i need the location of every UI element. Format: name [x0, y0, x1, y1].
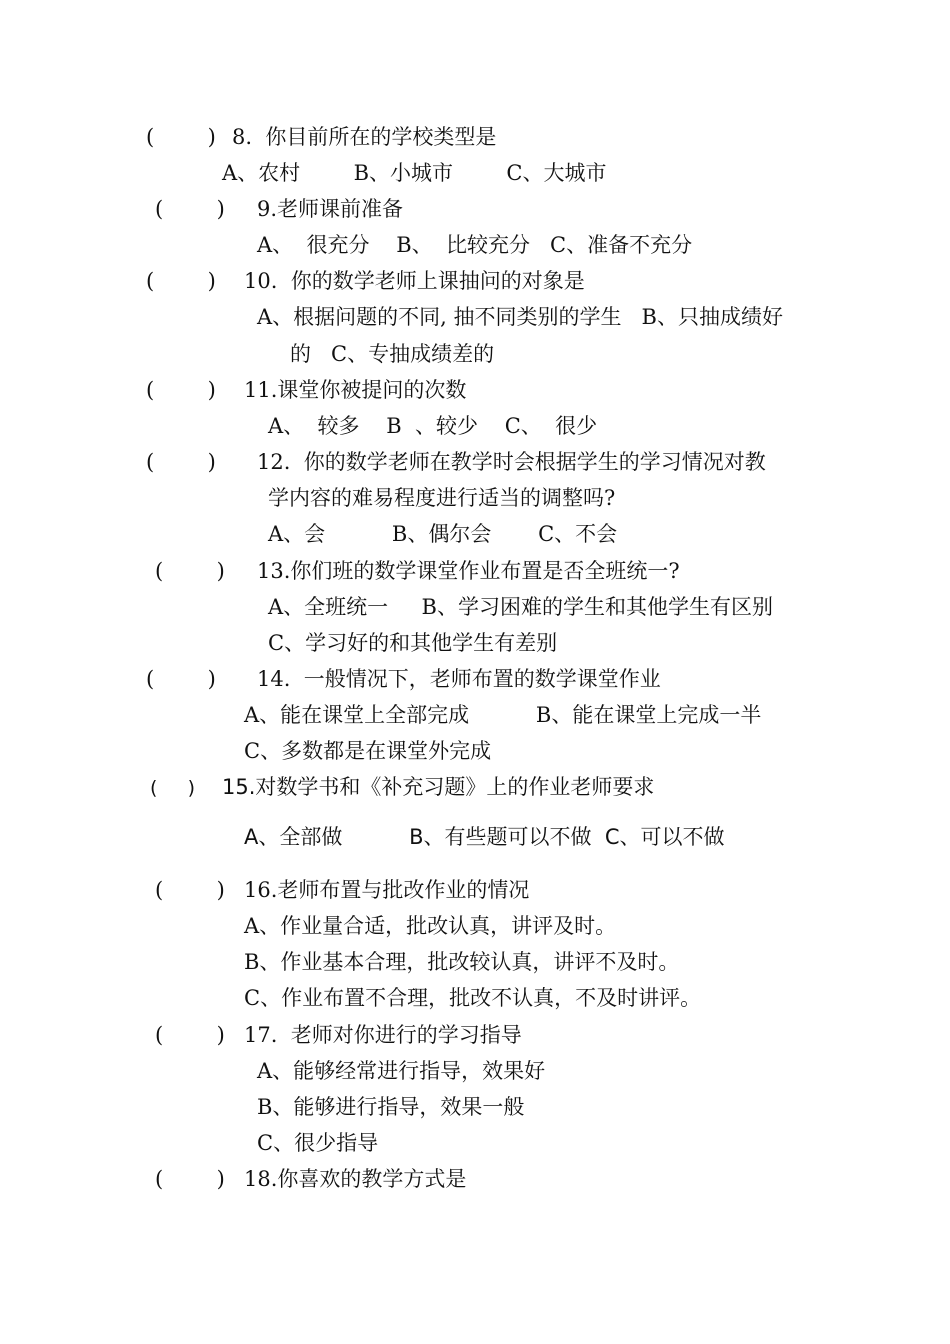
question-stem: 16.老师布置与批改作业的情况: [244, 878, 530, 902]
question-options: A、能在课堂上全部完成 B、能在课堂上完成一半: [244, 703, 762, 727]
question-options: 的 C、专抽成绩差的: [290, 342, 495, 366]
answer-blank[interactable]: ( ): [155, 878, 225, 902]
answer-blank[interactable]: ( ): [155, 1023, 225, 1047]
question-options: A、 很充分 B、 比较充分 C、准备不充分: [257, 233, 693, 257]
question-options: A、全部做 B、有些题可以不做 C、可以不做: [244, 825, 725, 849]
question-stem: 8. 你目前所在的学校类型是: [232, 125, 497, 149]
answer-blank[interactable]: ( ): [146, 378, 216, 402]
question-stem: 17. 老师对你进行的学习指导: [244, 1023, 522, 1047]
answer-blank[interactable]: ( ): [155, 559, 225, 583]
question-stem: 11.课堂你被提问的次数: [244, 378, 467, 402]
answer-blank[interactable]: ( ): [155, 1167, 225, 1191]
answer-blank[interactable]: ( ): [155, 197, 225, 221]
question-options: A、 较多 B 、较少 C、 很少: [268, 414, 598, 438]
question-stem: 15.对数学书和《补充习题》上的作业老师要求: [222, 775, 655, 799]
question-options: C、多数都是在课堂外完成: [244, 739, 492, 763]
question-options: A、作业量合适，批改认真，讲评及时。: [244, 914, 617, 938]
question-options: A、会 B、偶尔会 C、不会: [268, 522, 618, 546]
question-stem: 10. 你的数学老师上课抽问的对象是: [244, 269, 585, 293]
question-stem: 9.老师课前准备: [257, 197, 404, 221]
question-stem: 12. 你的数学老师在教学时会根据学生的学习情况对教: [257, 450, 766, 474]
question-options: C、作业布置不合理，批改不认真，不及时讲评。: [244, 986, 702, 1010]
question-stem: 13.你们班的数学课堂作业布置是否全班统一?: [257, 559, 680, 583]
question-options: C、很少指导: [257, 1131, 379, 1155]
question-options: B、能够进行指导，效果一般: [257, 1095, 525, 1119]
question-options: C、学习好的和其他学生有差别: [268, 631, 558, 655]
question-options: A、根据问题的不同, 抽不同类别的学生 B、只抽成绩好: [257, 305, 783, 329]
question-stem-continued: 学内容的难易程度进行适当的调整吗?: [268, 486, 616, 510]
answer-blank[interactable]: ( ): [146, 450, 216, 474]
question-options: A、农村 B、小城市 C、大城市: [222, 161, 607, 185]
question-stem: 14. 一般情况下，老师布置的数学课堂作业: [257, 667, 661, 691]
question-options: A、能够经常进行指导，效果好: [257, 1059, 546, 1083]
answer-blank[interactable]: ( ): [146, 269, 216, 293]
answer-blank[interactable]: ( ): [146, 125, 216, 149]
question-options: A、全班统一 B、学习困难的学生和其他学生有区别: [268, 595, 773, 619]
answer-blank[interactable]: ( ): [150, 777, 196, 799]
question-options: B、作业基本合理，批改较认真，讲评不及时。: [244, 950, 680, 974]
answer-blank[interactable]: ( ): [146, 667, 216, 691]
question-stem: 18.你喜欢的教学方式是: [244, 1167, 467, 1191]
